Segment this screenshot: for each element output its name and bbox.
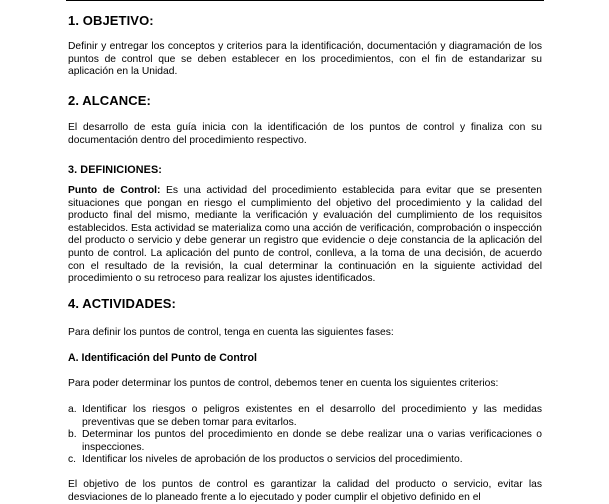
actividades-intro: Para definir los puntos de control, tenga en cuenta las siguientes fases: (68, 327, 394, 338)
heading-alcance: 2. ALCANCE: (68, 93, 151, 108)
subheading-identificacion: A. Identificación del Punto de Control (68, 352, 257, 364)
objetivo-body: Definir y entregar los conceptos y criterios para la identificación, documentación y diagramación de los puntos de control que se deben establecer en los procedimientos, con el fin de estandarizar su aplicación en la Unidad. (68, 41, 542, 78)
alcance-body: El desarrollo de esta guía inicia con la identificación de los puntos de control y finaliza con su documentación dentro del procedimiento respectivo. (68, 122, 542, 146)
heading-definiciones-text: 3. DEFINICIONES: (68, 164, 162, 176)
definicion-term: Punto de Control: (68, 185, 161, 196)
criteria-item (68, 429, 542, 454)
criteria-text: Identificar los niveles de aprobación de los productos o servicios del procedimiento. (82, 454, 463, 466)
actividades-closing: El objetivo de los puntos de control es garantizar la calidad del producto o servicio, evitar las desviaciones de lo planeado frente a lo ejecutado y poder cumplir el objetivo definido en el (68, 479, 542, 503)
definiciones-body (68, 185, 542, 286)
criteria-item (68, 454, 542, 467)
criteria-text: Identificar los riesgos o peligros existentes en el desarrollo del procedimiento y las medidas preventivas que se deben tomar para evitarlos. (82, 404, 542, 428)
header-rule (66, 0, 544, 1)
criteria-list (68, 404, 542, 467)
heading-objetivo: 1. OBJETIVO: (68, 13, 154, 28)
criteria-item (68, 404, 542, 429)
criteria-marker: c. (68, 454, 77, 466)
criteria-marker: b. (68, 429, 77, 441)
heading-actividades: 4. ACTIVIDADES: (68, 296, 176, 311)
definicion-text: Es una actividad del procedimiento establecida para evitar que se presenten situaciones que pongan en riesgo el cumplimiento del objetivo del procedimiento y la calidad del producto final del mismo, mediante la verificación y evaluación del cumplimiento de los requisitos establecidos. Esta actividad se materializa como una acción de verificación, comprobación o inspección del producto o servicio y debe generar un registro que evidencie o deje constancia de la aplicación del punto de control. La aplicación del punto de control, conlleva, a la toma de una decisión, de acuerdo con el resultado de la revisión, la cual determinar la continuación en la siguiente actividad del procedimiento o su retroceso para realizar los ajustes identificados. (68, 185, 542, 285)
criteria-marker: a. (68, 404, 77, 415)
heading-definiciones (68, 162, 162, 178)
criteria-text: Determinar los puntos del procedimiento en donde se debe realizar una o varias verificaciones o inspecciones. (82, 429, 542, 453)
criteria-intro: Para poder determinar los puntos de control, debemos tener en cuenta los siguientes criterios: (68, 378, 499, 389)
